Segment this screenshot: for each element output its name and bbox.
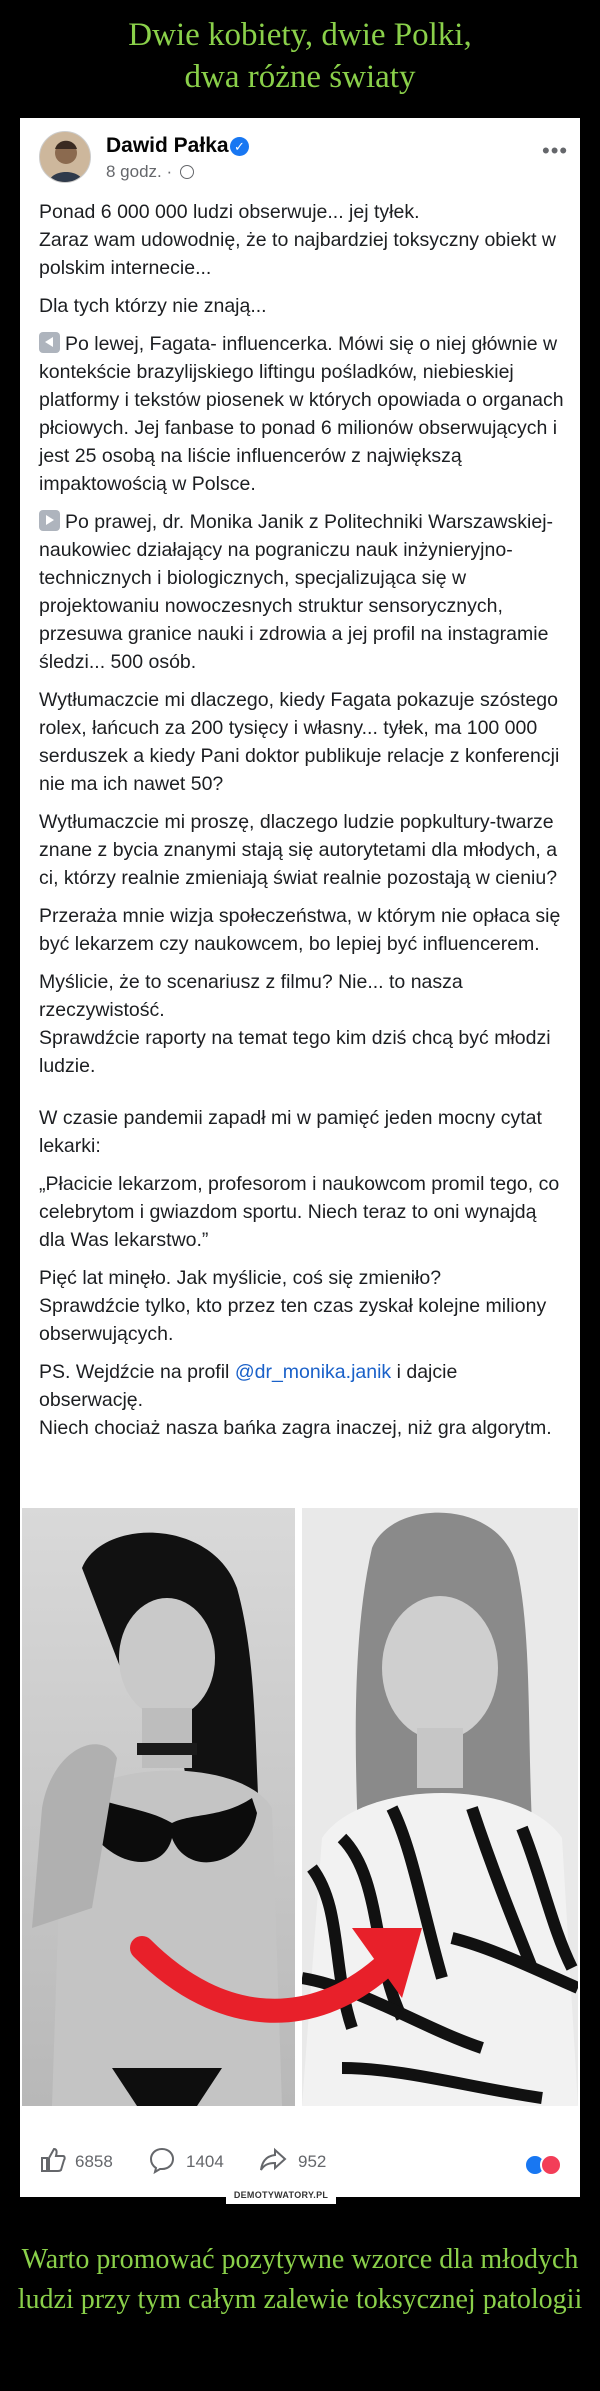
- globe-icon: [180, 165, 194, 179]
- paragraph: W czasie pandemii zapadł mi w pamięć jeden mocny cytat lekarki:: [39, 1107, 542, 1157]
- like-count[interactable]: 6858: [75, 2152, 113, 2171]
- paragraph: Wytłumaczcie mi dlaczego, kiedy Fagata pokazuje szóstego rolex, łańcuch za 200 tysięcy i własny... tyłek, ma 100 000 serduszek a kiedy Pani doktor publikuje relacje z konferencji nie ma ich nawet 50?: [39, 689, 560, 795]
- curved-arrow-overlay: [22, 1508, 578, 2106]
- paragraph: Pięć lat minęło. Jak myślicie, coś się zmieniło? Sprawdźcie tylko, kto przez ten czas zyskał kolejne miliony obserwujących.: [39, 1267, 547, 1345]
- paragraph: Ponad 6 000 000 ludzi obserwuje... jej tyłek. Zaraz wam udowodnię, że to najbardziej toksyczny obiekt w polskim internecie...: [39, 201, 556, 279]
- post-text: [39, 198, 565, 1452]
- facebook-post-card: [20, 118, 580, 2197]
- watermark: DEMOTYWATORY.PL: [226, 2186, 336, 2204]
- paragraph: Wytłumaczcie mi proszę, dlaczego ludzie popkultury-twarze znane z bycia znanymi stają się autorytetami dla młodych, a ci, którzy realnie zmieniają świat realnie pozostają w cieniu?: [39, 811, 558, 889]
- page-title: Dwie kobiety, dwie Polki, dwa różne światy: [128, 17, 472, 95]
- comment-bubble-icon[interactable]: [148, 2146, 176, 2174]
- paragraph: Po lewej, Fagata- influencerka. Mówi się o niej głównie w kontekście brazylijskiego liftingu pośladków, niebieskiej platformy i tekstów piosenek w których opowiada o organach płciowych. Jej fanbase to ponad 6 milionów obserwujących i jest 25 osobą na liście influencerów z największą impaktowością w Polsce.: [39, 333, 564, 495]
- love-reaction-icon[interactable]: [540, 2154, 562, 2176]
- quote-paragraph: „Płacicie lekarzom, profesorom i naukowcom promil tego, co celebrytom i gwiazdom sportu. Niech teraz to oni wynajdą dla Was lekarstwo.”: [39, 1173, 560, 1251]
- post-timestamp[interactable]: 8 godz. ·: [106, 162, 194, 182]
- paragraph: Dla tych którzy nie znają...: [39, 295, 267, 317]
- left-arrow-emoji-icon: [39, 332, 60, 353]
- bottom-caption: Warto promować pozytywne wzorce dla młodych ludzi przy tym całym zalewie toksycznej patologii: [17, 2244, 583, 2315]
- share-arrow-icon[interactable]: [258, 2146, 288, 2174]
- paragraph: Przeraża mnie wizja społeczeństwa, w którym nie opłaca się być lekarzem czy naukowcem, bo lepiej być influencerem.: [39, 905, 561, 955]
- post-photos[interactable]: [22, 1508, 578, 2106]
- verified-badge-icon: ✓: [230, 137, 249, 156]
- ps-paragraph: PS. Wejdźcie na profil @dr_monika.janik i dajcie obserwację. Niech chociaż nasza bańka zagra inaczej, niż gra algorytm.: [39, 1361, 552, 1439]
- paragraph: Po prawej, dr. Monika Janik z Politechniki Warszawskiej- naukowiec działający na pograniczu nauk inżynieryjno-technicznych i biologicznych, specjalizująca się w projektowaniu nowoczesnych struktur sensorycznych, przesuwa granice nauki i zdrowia a jej profil na instagramie śledzi... 500 osób.: [39, 511, 554, 673]
- profile-mention-link[interactable]: @dr_monika.janik: [234, 1361, 392, 1383]
- author-avatar[interactable]: [39, 131, 91, 183]
- share-count[interactable]: 952: [298, 2152, 327, 2171]
- paragraph: Myślicie, że to scenariusz z filmu? Nie... to nasza rzeczywistość. Sprawdźcie raporty na temat tego kim dziś chcą być młodzi ludzie.: [39, 971, 551, 1077]
- more-options-icon[interactable]: •••: [542, 138, 569, 163]
- reactions-bar: [20, 2146, 580, 2186]
- author-name[interactable]: Dawid Pałka: [106, 134, 229, 157]
- thumbs-up-icon[interactable]: [39, 2146, 67, 2174]
- comment-count[interactable]: 1404: [186, 2152, 224, 2171]
- right-arrow-emoji-icon: [39, 510, 60, 531]
